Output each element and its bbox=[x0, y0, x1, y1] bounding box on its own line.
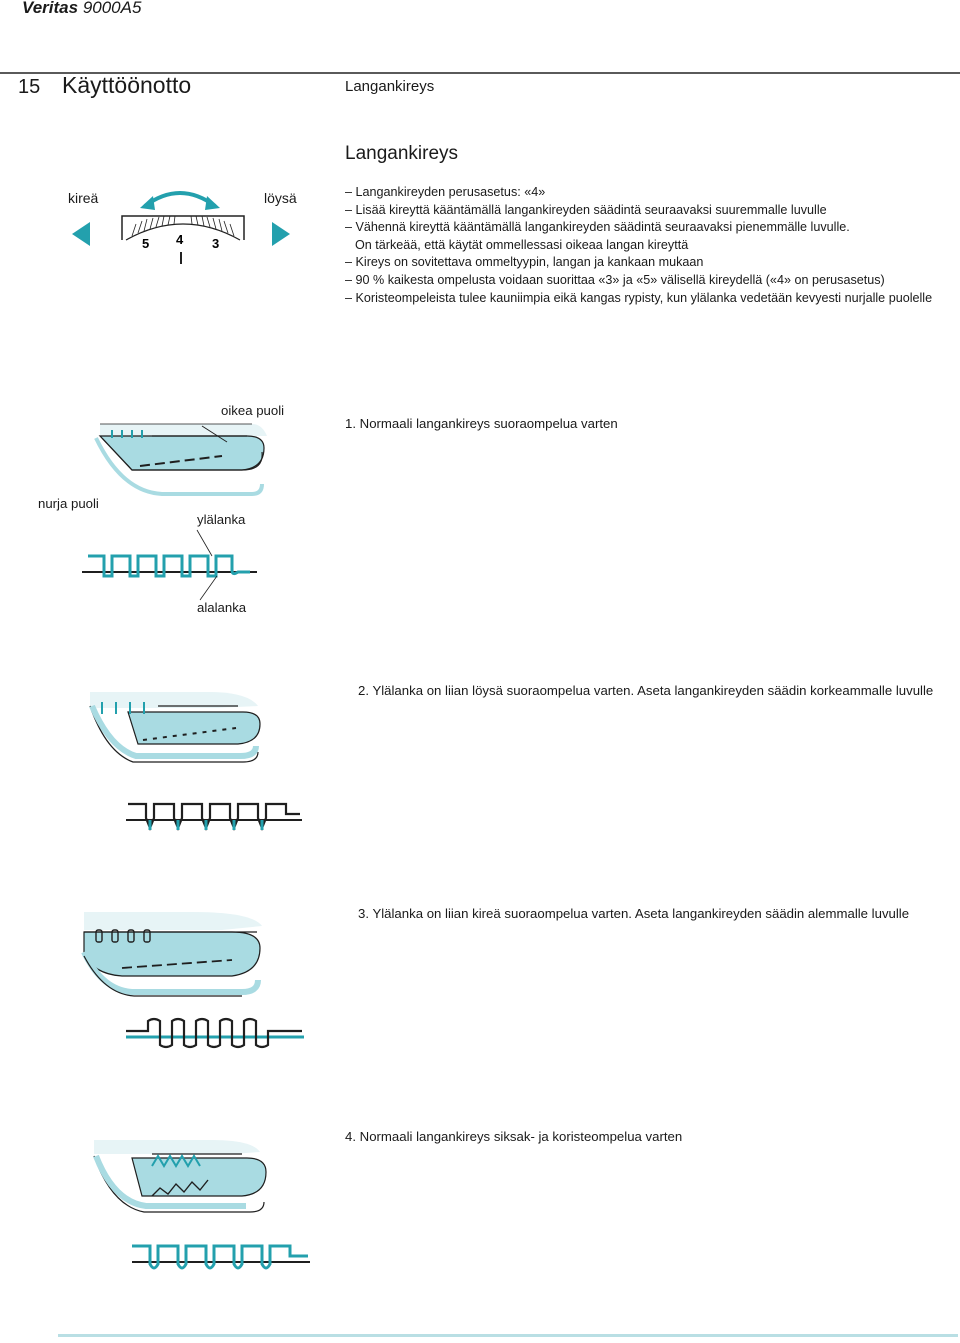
footer-rule bbox=[58, 1334, 958, 1337]
note-number: 1. bbox=[345, 416, 356, 431]
dial-number-4: 4 bbox=[176, 232, 184, 247]
dial-right-label: löysä bbox=[264, 190, 297, 206]
note-text: siksak- ja koristeompelua varten bbox=[493, 1129, 683, 1144]
brand-name bbox=[22, 0, 141, 18]
fabric-illustration-4 bbox=[92, 1136, 312, 1226]
callout-wrong-side: nurja puoli bbox=[38, 496, 99, 511]
note-text: suoraompelua varten. Aseta langankireyden säädin korkeammalle luvulle bbox=[506, 683, 934, 698]
instruction-line: – Kireys on sovitettava ommeltyypin, langan ja kankaan mukaan bbox=[345, 255, 704, 270]
tension-dial-illustration bbox=[60, 180, 320, 270]
instruction-line: – Koristeompeleista tulee kauniimpia eikä kangas rypisty, kun ylälanka vedetään kevyesti nurjalle puolelle bbox=[345, 290, 933, 305]
instruction-line: – Lisää kireyttä kääntämällä langankireyden säädintä seuraavaksi suuremmalle luvulle bbox=[345, 202, 827, 217]
instruction-line: – Vähennä kireyttä kääntämällä langankireyden säädintä seuraavaksi pienemmälle luvulle. bbox=[345, 220, 850, 235]
rotation-arrow-icon bbox=[145, 193, 215, 206]
callout-right-side: oikea puoli bbox=[221, 403, 285, 418]
brand-title: Veritas bbox=[22, 0, 79, 17]
page-number: 15 bbox=[18, 76, 41, 98]
note-number: 3. bbox=[358, 906, 369, 921]
arrow-right-icon bbox=[272, 222, 290, 246]
note-number: 2. bbox=[358, 683, 369, 698]
stitch-diagram-1 bbox=[82, 550, 262, 590]
note-bold: Normaali langankireys bbox=[359, 416, 491, 431]
note-text: suoraompelua varten. Aseta langankireyden säädin alemmalle luvulle bbox=[504, 906, 910, 921]
note-1 bbox=[345, 416, 618, 431]
instruction-line: – Langankireyden perusasetus: «4» bbox=[345, 185, 546, 199]
instruction-line: – 90 % kaikesta ompelusta voidaan suorittaa «3» ja «5» välisellä kireydellä («4» on perusasetus) bbox=[345, 272, 885, 287]
fabric-illustration-1 bbox=[92, 408, 292, 498]
fabric-illustration-2 bbox=[88, 692, 308, 772]
note-2 bbox=[358, 683, 933, 698]
dial-number-3: 3 bbox=[212, 236, 220, 251]
fabric-illustration-3 bbox=[82, 912, 302, 1002]
note-bold: Normaali langankireys bbox=[359, 1129, 491, 1144]
dial-left-label: kireä bbox=[68, 190, 99, 206]
stitch-diagram-2 bbox=[122, 798, 322, 838]
callout-upper-thread: ylälanka bbox=[197, 512, 246, 527]
header-subtitle: Langankireys bbox=[345, 78, 435, 95]
dial-number-5: 5 bbox=[142, 236, 150, 251]
arrow-left-icon bbox=[72, 222, 90, 246]
note-text: suoraompelua varten bbox=[493, 416, 618, 431]
instruction-note: On tärkeää, että käytät ommellessasi oikeaa langan kireyttä bbox=[355, 237, 689, 252]
note-4 bbox=[345, 1129, 682, 1144]
brand-model: 9000A5 bbox=[82, 0, 142, 17]
note-bold: Ylälanka on liian löysä bbox=[372, 683, 503, 698]
callout-lower-thread: alalanka bbox=[197, 600, 247, 615]
section-title: Langankireys bbox=[345, 143, 459, 164]
stitch-diagram-4 bbox=[130, 1240, 330, 1280]
note-number: 4. bbox=[345, 1129, 356, 1144]
chapter-title: Käyttöönotto bbox=[62, 72, 192, 98]
note-bold: Ylälanka on liian kireä bbox=[372, 906, 501, 921]
tension-instructions bbox=[345, 184, 945, 307]
note-3 bbox=[358, 906, 909, 921]
stitch-diagram-3 bbox=[124, 1015, 324, 1055]
